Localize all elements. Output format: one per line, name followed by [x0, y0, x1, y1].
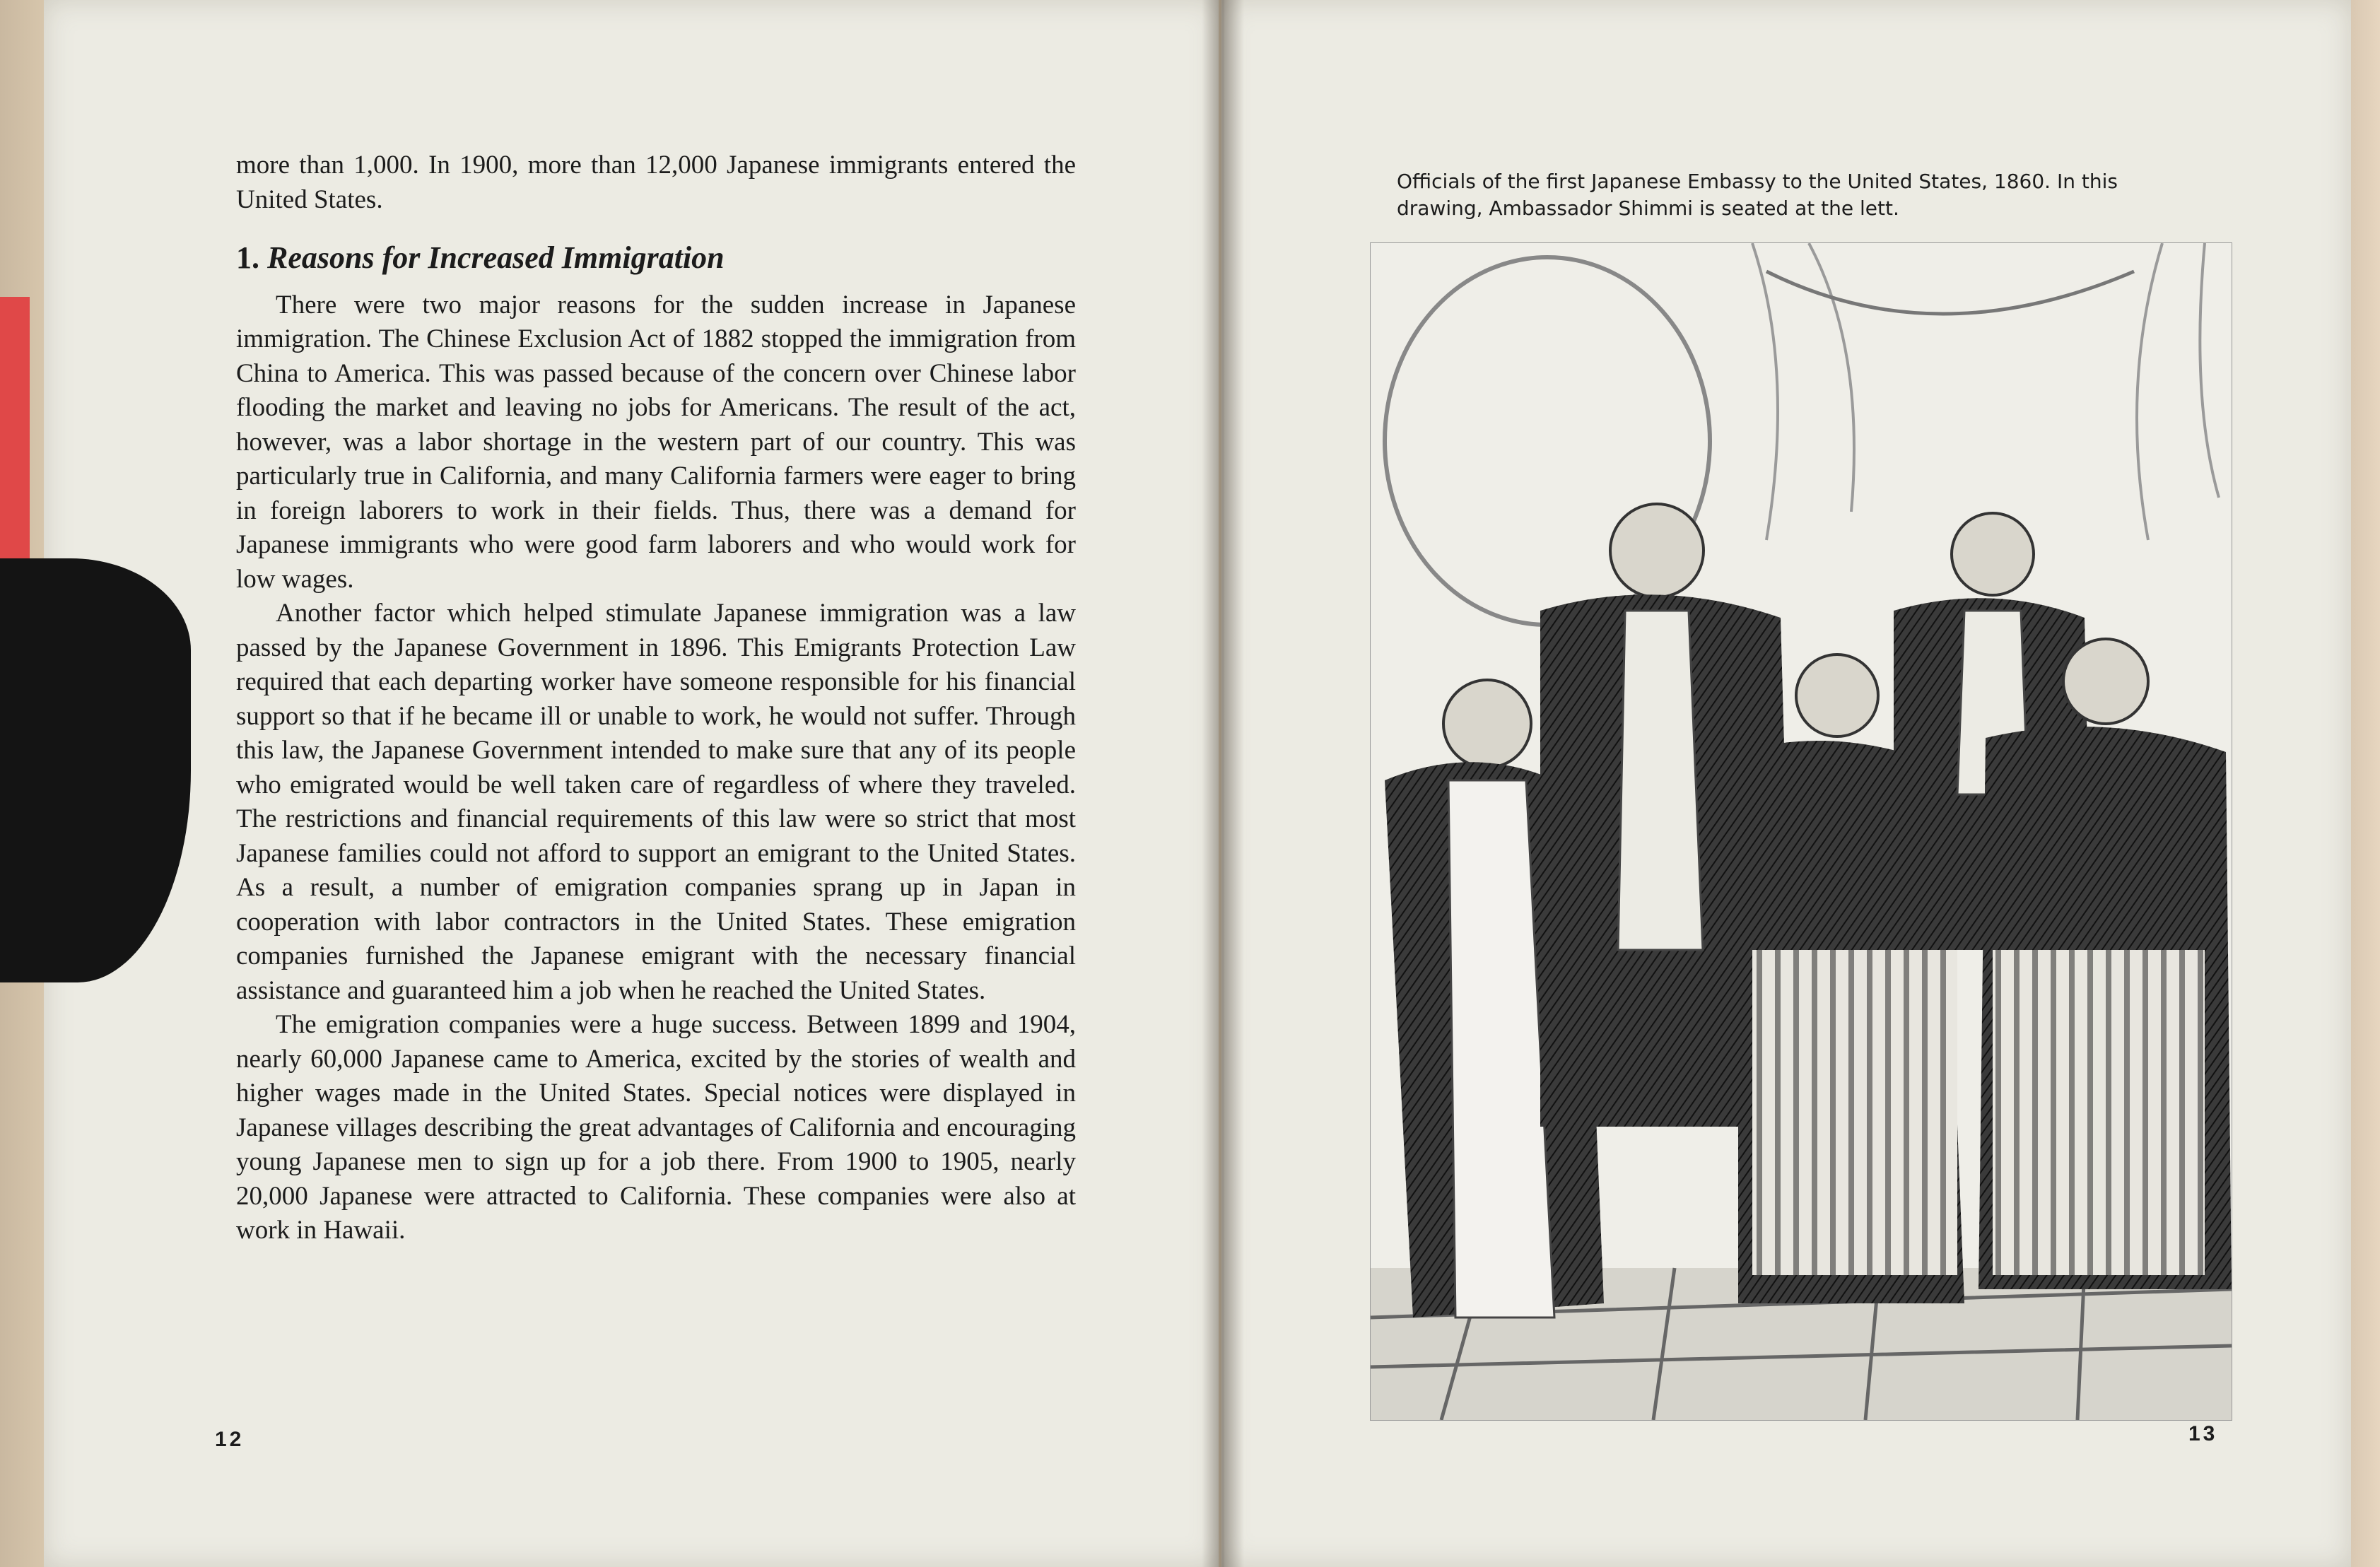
- figure-caption: Officials of the first Japanese Embassy to the United States, 1860. In this drawing, Ambassador Shimmi is seated at the lett.: [1397, 170, 2118, 220]
- book-gutter: [1202, 0, 1244, 1567]
- paragraph: The emigration companies were a huge success. Between 1899 and 1904, nearly 60,000 Japanese came to America, excited by the stories of wealth and higher wages made in the United States. Special notices were displayed in Japanese villages describing the great advantages of California and encouraging young Japanese men to sign up for a job there. From 1900 to 1905, nearly 20,000 Japanese were attracted to California. These companies were also at work in Hawaii.: [236, 1010, 1076, 1245]
- paragraph: Another factor which helped stimulate Japanese immigration was a law passed by the Japanese Government in 1896. This Emigrants Protection Law required that each departing worker have someone responsible for his financial support so that if he became ill or unable to work, he would not suffer. Through this law, the Japanese Government intended to make sure that any of its people who emigrated would be well taken care of regardless of where they traveled. The restrictions and financial requirements of this law were so strict that most Japanese families could not afford to support an emigrant to the United States. As a result, a number of emigration companies sprang up in Japan in cooperation with labor contractors in the United States. These emigration companies furnished the Japanese emigrant with the necessary financial assistance and guaranteed him a job when he reached the United States.: [236, 599, 1076, 1005]
- left-page-text: [236, 148, 1076, 1248]
- embassy-illustration: [1370, 242, 2232, 1421]
- opening-lines: more than 1,000. In 1900, more than 12,000 Japanese immigrants entered the United States.: [236, 151, 1076, 214]
- cover-red-stripe: [0, 297, 30, 594]
- heading-title: Reasons for Increased Immigration: [267, 240, 725, 275]
- page-number-right: 13: [2188, 1422, 2218, 1445]
- section-heading: [236, 241, 1076, 276]
- right-cover-edge: [2351, 0, 2380, 1567]
- paragraph: There were two major reasons for the sudden increase in Japanese immigration. The Chinese Exclusion Act of 1882 stopped the immigration from China to America. This was passed because of the concern over Chinese labor flooding the market and leaving no jobs for Americans. The result of the act, however, was a labor shortage in the western part of our country. This was particularly true in California, and many California farmers were eager to bring in foreign laborers to work in their fields. Thus, there was a demand for Japanese immigrants who were good farm laborers and who would work for low wages.: [236, 290, 1076, 594]
- heading-number: 1.: [236, 240, 259, 275]
- page-number-left: 12: [215, 1428, 245, 1451]
